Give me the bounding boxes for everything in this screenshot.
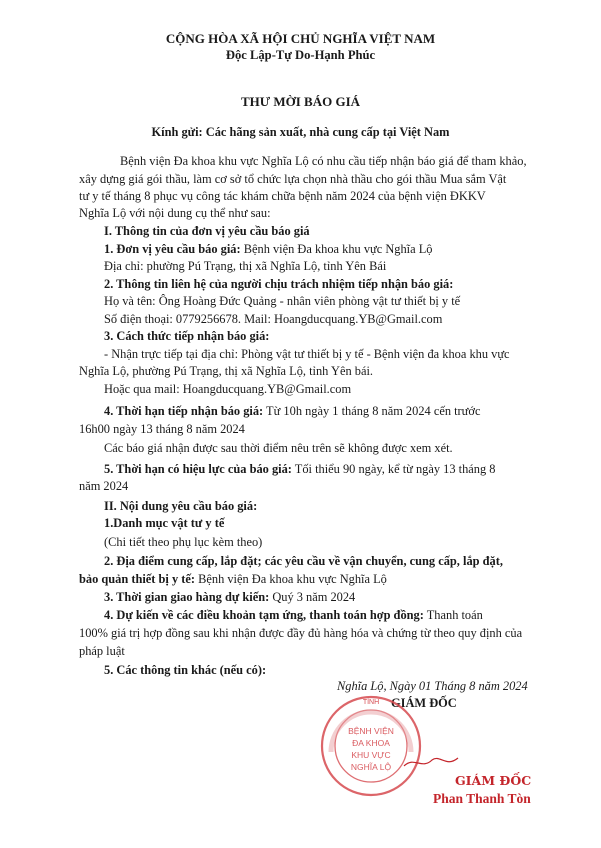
- s1-item-3-line-2: Nghĩa Lộ, phường Pú Trạng, thị xã Nghĩa Lộ, tỉnh Yên bái.: [79, 364, 373, 378]
- s1-item-4: [104, 405, 480, 417]
- signer-name: Phan Thanh Tòn: [433, 791, 531, 806]
- s2-item-4-line-3: pháp luật: [79, 644, 125, 658]
- seal-line-4: NGHĨA LỘ: [350, 762, 392, 772]
- s2-item-2-label-2: bảo quản thiết bị y tế:: [79, 572, 196, 586]
- s1-contact-name: Họ và tên: Ông Hoàng Đức Quảng - nhân viên phòng vật tư thiết bị y tế: [104, 294, 461, 308]
- s1-item-1: [104, 243, 432, 255]
- section-1-heading: I. Thông tin của đơn vị yêu cầu báo giá: [104, 224, 310, 238]
- s2-item-3-label: 3. Thời gian giao hàng dự kiến:: [104, 590, 270, 604]
- s2-item-4: [104, 609, 483, 621]
- s1-item-4-line-3: Các báo giá nhận được sau thời điểm nêu trên sẽ không được xem xét.: [104, 441, 453, 455]
- seal-arc-text: TỈNH: [362, 699, 380, 706]
- s1-item-1-label: 1. Đơn vị yêu cầu báo giá:: [104, 242, 241, 256]
- s1-item-5: [104, 463, 495, 475]
- section-2-heading: II. Nội dung yêu cầu báo giá:: [104, 499, 258, 513]
- s1-item-4-label: 4. Thời hạn tiếp nhận báo giá:: [104, 404, 264, 418]
- s2-item-2-value: Bệnh viện Đa khoa khu vực Nghĩa Lộ: [195, 572, 387, 586]
- s1-item-1-value: Bệnh viện Đa khoa khu vực Nghĩa Lộ: [240, 242, 433, 256]
- intro-line-4: Nghĩa Lộ với nội dung cụ thể như sau:: [79, 206, 271, 220]
- document-title: THƯ MỜI BÁO GIÁ: [240, 94, 361, 109]
- s1-contact-phone: Số điện thoại: 0779256678. Mail: Hoangducquang.YB@Gmail.com: [104, 312, 443, 326]
- seal-line-3: KHU VỰC: [351, 750, 391, 760]
- intro-line-1: Bệnh viện Đa khoa khu vực Nghĩa Lộ có nhu cầu tiếp nhận báo giá để tham khảo,: [120, 154, 527, 168]
- signature-mark: [400, 752, 470, 772]
- s2-item-4-line-2: 100% giá trị hợp đồng sau khi nhận được đầy đủ hàng hóa và chứng từ theo quy định của: [79, 626, 523, 640]
- signer-role-signed: GIÁM ĐỐC: [455, 773, 532, 788]
- s1-item-4-line-2: 16h00 ngày 13 tháng 8 năm 2024: [79, 422, 245, 436]
- s2-item-3-value: Quý 3 năm 2024: [269, 590, 356, 604]
- s1-item-5-label: 5. Thời hạn có hiệu lực của báo giá:: [104, 462, 292, 476]
- seal-line-1: BỆNH VIỆN: [348, 726, 394, 736]
- signer-role: GIÁM ĐỐC: [391, 696, 457, 710]
- intro-line-2: xây dựng giá gói thầu, làm cơ sở tổ chức lựa chọn nhà thầu cho gói thầu Mua sắm Vật: [79, 172, 507, 186]
- place-date: Nghĩa Lộ, Ngày 01 Tháng 8 năm 2024: [337, 679, 528, 693]
- recipient-line: Kính gửi: Các hãng sản xuất, nhà cung cấp tại Việt Nam: [151, 125, 450, 139]
- s1-item-3-line-1: - Nhận trực tiếp tại địa chỉ: Phòng vật tư thiết bị y tế - Bệnh viện đa khoa khu vực: [104, 347, 510, 361]
- s1-item-3-label: 3. Cách thức tiếp nhận báo giá:: [104, 329, 270, 343]
- s2-item-1-label: 1.Danh mục vật tư y tế: [104, 516, 225, 530]
- s1-item-5-line-2: năm 2024: [79, 479, 129, 493]
- national-title: CỘNG HÒA XÃ HỘI CHỦ NGHĨA VIỆT NAM: [165, 31, 436, 46]
- s2-item-5-label: 5. Các thông tin khác (nếu có):: [104, 663, 267, 677]
- s2-item-2-line-2: [79, 573, 387, 585]
- s1-item-2-label: 2. Thông tin liên hệ của người chịu trách nhiệm tiếp nhận báo giá:: [104, 277, 454, 291]
- national-motto: Độc Lập-Tự Do-Hạnh Phúc: [225, 48, 376, 62]
- s2-item-4-value: Thanh toán: [423, 608, 483, 622]
- seal-line-2: ĐA KHOA: [352, 738, 390, 748]
- s1-address: Địa chỉ: phường Pú Trạng, thị xã Nghĩa Lộ, tỉnh Yên Bái: [104, 259, 387, 273]
- s1-item-4-value: Từ 10h ngày 1 tháng 8 năm 2024 cến trước: [263, 404, 481, 418]
- s1-item-3-line-3: Hoặc qua mail: Hoangducquang.YB@Gmail.com: [104, 382, 352, 396]
- official-seal: [319, 694, 423, 798]
- s1-item-5-value: Tối thiểu 90 ngày, kể từ ngày 13 tháng 8: [291, 462, 496, 476]
- s2-item-1-note: (Chi tiết theo phụ lục kèm theo): [104, 535, 263, 549]
- s2-item-2-label: 2. Địa điểm cung cấp, lắp đặt; các yêu cầu về vận chuyển, cung cấp, lắp đặt,: [104, 554, 503, 568]
- intro-line-3: tư y tế tháng 8 phục vụ công tác khám chữa bệnh năm 2024 của bệnh viện ĐKKV: [79, 189, 486, 203]
- s2-item-4-label: 4. Dự kiến về các điều khoản tạm ứng, thanh toán hợp đồng:: [104, 608, 424, 622]
- s2-item-3: [104, 591, 355, 603]
